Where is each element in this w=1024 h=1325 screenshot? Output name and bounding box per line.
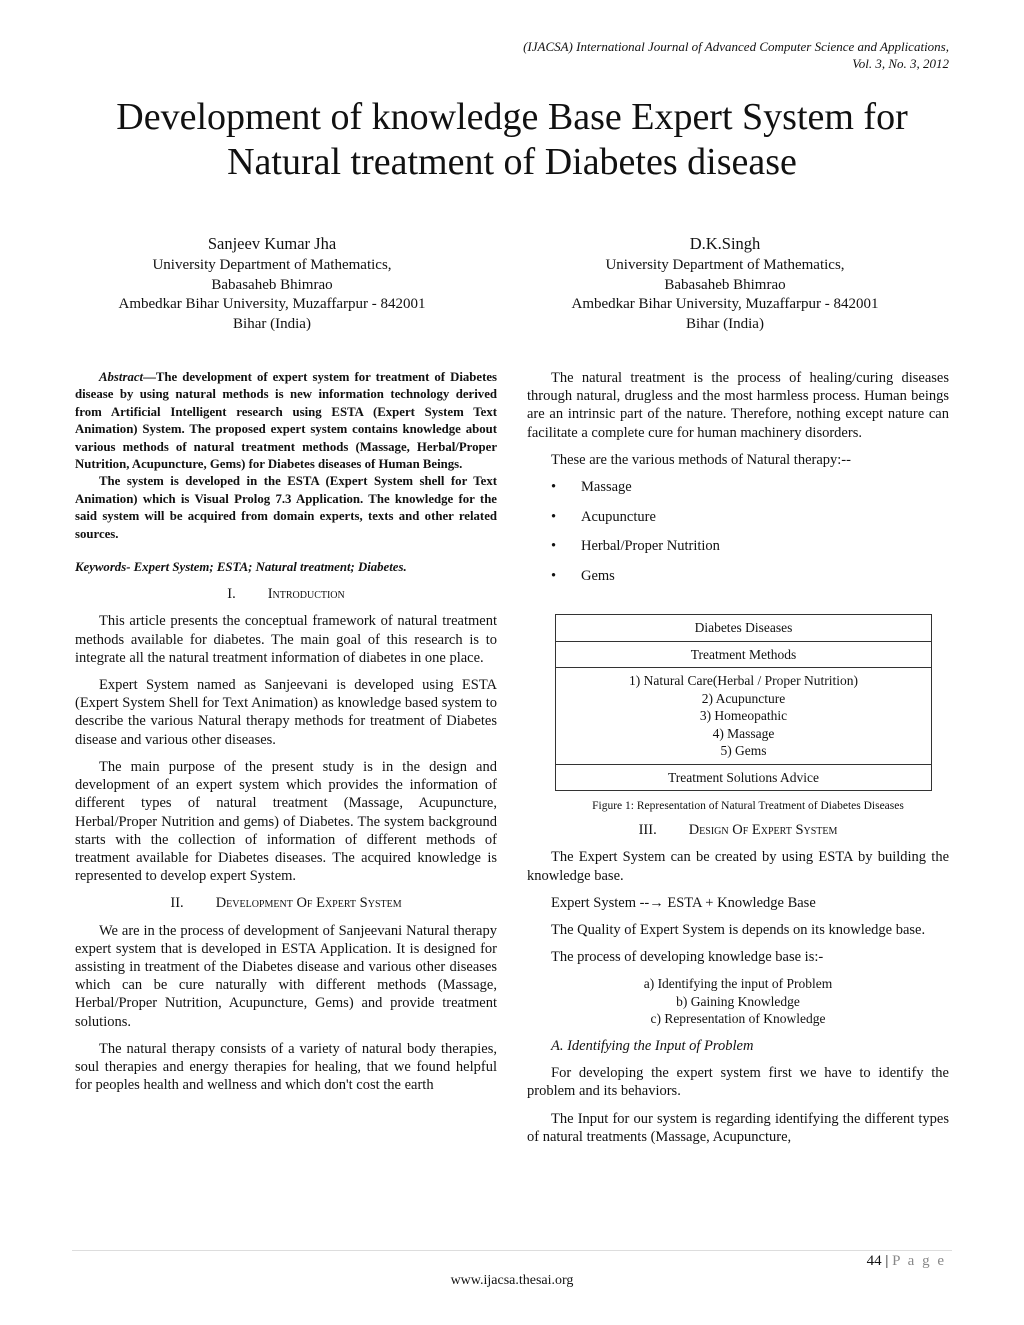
list-item: • Gems — [527, 567, 949, 597]
author-block-1 — [72, 232, 472, 334]
process-steps — [527, 975, 949, 1028]
list-item: • Acupuncture — [527, 508, 949, 538]
author-dept: University Department of Mathematics, — [605, 257, 845, 273]
section-number: III. — [638, 822, 657, 839]
list-item: • Herbal/Proper Nutrition — [527, 537, 949, 567]
section-title: Development Of Expert System — [215, 895, 402, 912]
section-heading-development — [75, 894, 497, 912]
journal-volume: Vol. 3, No. 3, 2012 — [852, 56, 949, 71]
paragraph: These are the various methods of Natural therapy:-- — [551, 451, 851, 468]
method-item: 3) Homeopathic — [699, 708, 788, 724]
therapy-list — [527, 478, 949, 596]
page-separator: | — [885, 1253, 889, 1269]
abstract — [75, 369, 497, 543]
section-heading-design — [527, 821, 949, 839]
title-line-2: Natural treatment of Diabetes disease — [227, 141, 797, 183]
paragraph: Expert System named as Sanjeevani is developed using ESTA (Expert System Shell for Text Animation) as knowledge based system to describe the various Natural therapy methods for treatment of Diabetes disease and various other diseases. — [75, 677, 497, 748]
page-label: P a g e — [892, 1253, 946, 1269]
author-country: Bihar (India) — [233, 315, 311, 332]
step-item: a) Identifying the input of Problem — [643, 976, 833, 992]
method-item: 1) Natural Care(Herbal / Proper Nutrition) — [628, 673, 859, 689]
table-cell: Diabetes Diseases — [556, 615, 932, 642]
author-inst: Babasaheb Bhimrao — [211, 276, 333, 293]
author-inst: Babasaheb Bhimrao — [664, 276, 786, 293]
paragraph: We are in the process of development of Sanjeevani Natural therapy expert system that is developed in ESTA Application. It is designed for assisting in treatment of the Diabetes disease and various other diseases which can be cure naturally with different methods (Massage, Herbal/Proper Nutrition, Acupuncture, Gems) and provide treatment solutions. — [75, 922, 497, 1030]
method-item: 4) Massage — [712, 725, 775, 741]
method-item: 2) Acupuncture — [701, 690, 786, 706]
section-number: I. — [227, 586, 236, 603]
table-cell: Treatment Solutions Advice — [556, 764, 932, 791]
figure-caption: Figure 1: Representation of Natural Treatment of Diabetes Diseases — [592, 800, 904, 813]
title-line-1: Development of knowledge Base Expert System for — [116, 96, 908, 138]
author-univ: Ambedkar Bihar University, Muzaffarpur - 842001 — [118, 296, 426, 312]
author-country: Bihar (India) — [686, 315, 764, 332]
paragraph: The natural therapy consists of a variety of natural body therapies, soul therapies and energy therapies for healing, that we found helpful for peoples health and wellness and which don't cost the earth — [75, 1040, 497, 1094]
author-name: Sanjeev Kumar Jha — [207, 234, 337, 253]
paragraph: The process of developing knowledge base is:- — [551, 949, 824, 966]
abstract-text-2: The system is developed in the ESTA (Expert System shell for Text Animation) which is Visual Prolog 7.3 Application. The knowledge for the said system will be acquired from domain experts, texts and other related sources. — [75, 474, 497, 541]
left-column — [75, 369, 497, 1103]
author-block-2 — [525, 232, 925, 334]
step-item: c) Representation of Knowledge — [650, 1011, 826, 1027]
paper-title — [60, 95, 964, 185]
paragraph: For developing the expert system first we have to identify the problem and its behaviors. — [527, 1065, 949, 1100]
paragraph: The main purpose of the present study is in the design and development of an expert system which provides the information of different types of natural treatment (Massage, Acupuncture, Herbal/Proper Nutrition and gems) of Diabetes. The system background starts with the collection of information of different methods of treatment available for Diabetes diseases. The acquired knowledge is represented to develop expert System. — [75, 758, 497, 885]
section-title: Introduction — [267, 586, 345, 603]
author-name: D.K.Singh — [689, 234, 761, 253]
section-title: Design Of Expert System — [688, 822, 838, 839]
page-number-value: 44 — [866, 1253, 882, 1269]
right-column — [527, 369, 949, 1155]
treatment-methods-cell — [556, 668, 932, 765]
author-dept: University Department of Mathematics, — [152, 257, 392, 273]
paragraph: The Quality of Expert System is depends on its knowledge base. — [551, 922, 926, 939]
page-number — [867, 1253, 946, 1270]
paragraph: This article presents the conceptual framework of natural treatment methods available for diabetes. The main goal of this research is to integrate all the natural treatment information of diabetes in one place. — [75, 613, 497, 666]
step-item: b) Gaining Knowledge — [676, 993, 800, 1009]
paragraph: Expert System --→ ESTA + Knowledge Base — [551, 894, 816, 911]
subsection-heading: A. Identifying the Input of Problem — [551, 1037, 754, 1054]
method-item: 5) Gems — [720, 743, 767, 759]
running-header — [523, 38, 949, 72]
paragraph: The natural treatment is the process of healing/curing diseases through natural, drugless and the most harmless process. Human beings are an intrinsic part of the nature. Therefore, nothing except nature can facilitate a complete cure for human machinery disorders. — [527, 370, 949, 441]
treatment-figure-table — [555, 614, 932, 791]
abstract-text-1: —The development of expert system for treatment of Diabetes disease by using natural methods is new information technology derived from Artificial Intelligent research using ESTA (Expert System Text Animation) System. The proposed expert system contains knowledge about various methods of natural treatment methods (Massage, Herbal/Proper Nutrition, Acupuncture, Gems) for Diabetes diseases of Human Beings. — [75, 370, 497, 472]
keywords: Keywords- Expert System; ESTA; Natural treatment; Diabetes. — [75, 560, 407, 575]
journal-name: (IJACSA) International Journal of Advanced Computer Science and Applications, — [523, 39, 949, 54]
paragraph: The Input for our system is regarding identifying the different types of natural treatments (Massage, Acupuncture, — [527, 1110, 949, 1145]
section-number: II. — [170, 895, 184, 912]
abstract-label: Abstract — [99, 370, 144, 384]
table-cell: Treatment Methods — [556, 641, 932, 668]
footer-url[interactable]: www.ijacsa.thesai.org — [450, 1273, 574, 1288]
footer-divider — [72, 1250, 952, 1251]
author-univ: Ambedkar Bihar University, Muzaffarpur - 842001 — [571, 296, 879, 312]
section-heading-introduction — [75, 585, 497, 603]
paragraph: The Expert System can be created by using ESTA by building the knowledge base. — [527, 849, 949, 884]
list-item: • Massage — [527, 478, 949, 508]
